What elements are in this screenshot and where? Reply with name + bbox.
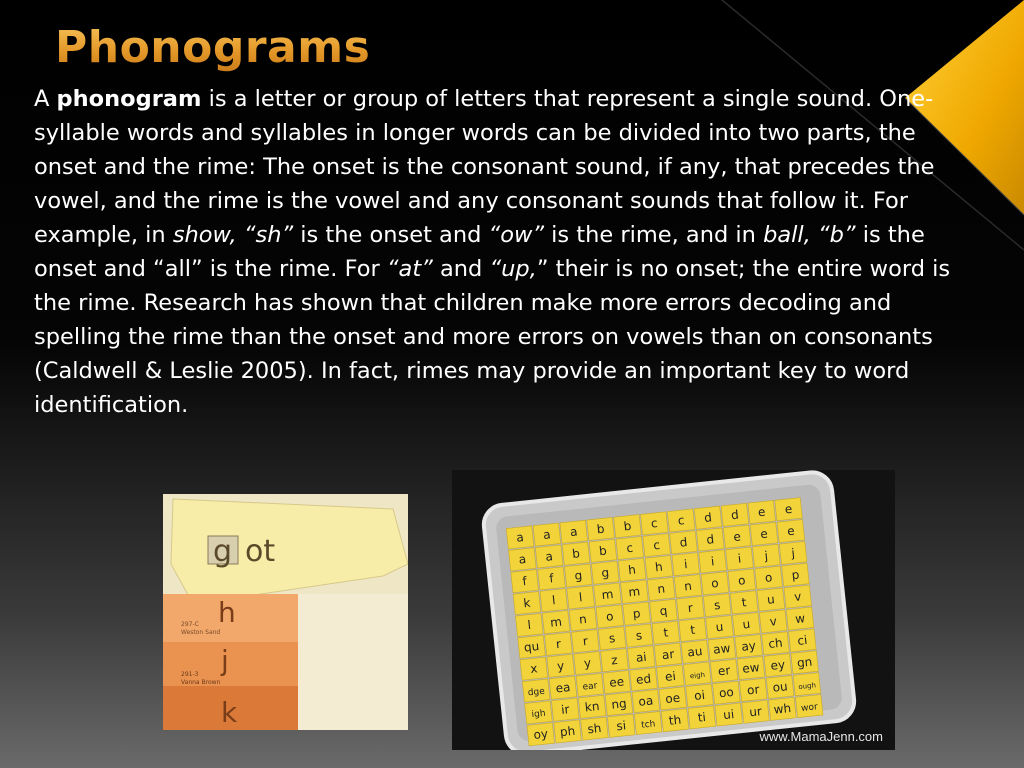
tile-label: ai	[635, 649, 648, 665]
tile-label: f	[548, 571, 555, 586]
tile-label: e	[732, 529, 742, 545]
strip-letter-k: k	[221, 696, 238, 729]
tile-label: o	[605, 609, 615, 624]
italic-example: “ow”	[488, 222, 545, 248]
tile-label: oa	[637, 693, 654, 709]
tile-label: e	[784, 501, 793, 517]
text-run: A	[34, 86, 57, 112]
tile-label: f	[521, 573, 528, 589]
tile-label: d	[730, 507, 740, 523]
tile-label: gn	[796, 654, 813, 671]
tile-label: ti	[697, 710, 707, 725]
tile-label: dge	[527, 686, 546, 699]
tile-label: e	[757, 504, 767, 520]
tile-label: l	[578, 590, 584, 605]
swatch-code: 291-3	[181, 671, 199, 678]
tile-label: t	[662, 625, 669, 640]
tile-label: a	[544, 549, 554, 564]
photo-watermark: www.MamaJenn.com	[759, 729, 883, 744]
tile-label: j	[763, 548, 769, 563]
tile-label: g	[573, 568, 583, 583]
italic-example: show, “sh”	[172, 222, 294, 248]
tile-label: v	[768, 614, 778, 629]
tile-label: ci	[796, 632, 809, 648]
tile-label: ng	[610, 696, 628, 712]
tile-label: ed	[635, 671, 652, 688]
phonogram-cards-graphic	[163, 494, 408, 730]
tile-label: l	[526, 617, 532, 633]
tile-label: s	[635, 628, 643, 643]
tile-label: u	[766, 592, 776, 607]
tile-label: i	[683, 557, 689, 572]
tile-label: m	[627, 584, 641, 600]
bold-term: phonogram	[56, 86, 202, 112]
tile-label: s	[713, 597, 722, 613]
body-paragraph	[34, 82, 979, 422]
tile-label: ph	[559, 723, 576, 740]
tile-label: or	[746, 682, 761, 698]
tile-label: h	[627, 562, 637, 578]
tile-label: sh	[586, 720, 603, 737]
tile-label: oe	[664, 690, 681, 707]
tile-label: ou	[771, 679, 789, 695]
tile-label: u	[714, 619, 725, 635]
tile-label: n	[578, 611, 588, 627]
text-run: ” their is no onset; the entire word is the rime. Research has shown that children make more errors decoding and spelling the rime than the onset and more errors on vowels than on consonants (Caldwell & Leslie 2005). In fact, rimes may provide an important key to word identification.	[34, 256, 951, 418]
tile-label: th	[668, 712, 682, 728]
tile-label: y	[583, 655, 592, 671]
phonogram-tiles-photo	[452, 470, 895, 750]
tile-label: c	[650, 515, 659, 531]
tile-label: o	[764, 570, 773, 585]
tile-label: oo	[718, 684, 735, 701]
card-rime-letters: ot	[245, 534, 276, 569]
tile-label: i	[710, 554, 715, 569]
tile-label: r	[582, 633, 589, 649]
tile-label: a	[542, 527, 552, 542]
text-run: is the onset and	[293, 222, 489, 248]
tile-label: e	[786, 523, 796, 539]
tile-label: o	[737, 573, 747, 588]
tile-label: j	[790, 545, 796, 561]
text-run: is a letter or group of letters that represent a single sound. One-syllable words and syllables in longer words can be divided into two parts, the onset and the rime: The onset is the consonant sound, if any, that precedes the vowel, and the rime is the vowel and any consonant sounds that follow it. For example, in	[34, 86, 935, 248]
tile-label: ay	[740, 638, 757, 654]
tile-label: eigh	[689, 670, 706, 681]
tile-label: k	[522, 595, 532, 611]
tile-label: igh	[531, 708, 547, 721]
tile-label: e	[759, 526, 769, 542]
tile-label: oi	[693, 687, 706, 704]
tile-label: ei	[664, 668, 677, 684]
tile-label: ear	[582, 681, 598, 693]
tile-label: oy	[532, 726, 549, 743]
tile-label: w	[794, 611, 806, 627]
tile-label: p	[632, 606, 642, 621]
card-onset-letter: g	[213, 534, 233, 569]
tile-label: m	[600, 587, 615, 603]
tile-label: er	[717, 663, 731, 679]
tile-label: d	[678, 534, 688, 550]
tile-label: c	[625, 540, 634, 556]
tile-label: d	[703, 510, 713, 526]
tile-label: r	[555, 636, 562, 652]
tile-label: au	[686, 644, 704, 660]
text-run: is the onset and “all” is the rime. For	[34, 222, 925, 282]
tile-label: t	[740, 595, 748, 610]
strip-letter-j: j	[221, 644, 229, 677]
tile-label: ey	[769, 657, 786, 673]
tile-label: i	[737, 551, 742, 566]
tile-label: m	[549, 614, 563, 630]
tile-label: c	[677, 513, 686, 528]
tile-label: ough	[797, 681, 817, 692]
tile-label: n	[683, 578, 693, 594]
tile-label: g	[600, 565, 610, 581]
tile-label: r	[687, 600, 694, 616]
italic-example: ball, “b”	[763, 222, 856, 248]
italic-example: “at”	[386, 256, 433, 282]
tile-label: l	[551, 593, 557, 608]
tile-label: b	[571, 546, 581, 562]
tile-label: ea	[554, 680, 572, 696]
tile-label: qu	[523, 639, 540, 655]
tile-label: kn	[584, 699, 601, 715]
tile-label: s	[608, 631, 616, 646]
tile-label: q	[658, 603, 669, 619]
tile-tray-graphic	[452, 470, 895, 750]
tile-label: p	[790, 567, 800, 583]
tile-label: x	[529, 661, 539, 677]
strip-letter-h: h	[218, 596, 236, 629]
tile-label: ew	[741, 660, 761, 676]
tile-label: ch	[767, 635, 784, 651]
tile-label: y	[556, 658, 565, 674]
slide-title: Phonograms	[55, 22, 371, 73]
text-run: and	[432, 256, 490, 282]
tile-label: ir	[560, 702, 571, 718]
tile-label: b	[598, 543, 608, 559]
tile-label: wor	[800, 702, 819, 714]
text-run: is the rime, and in	[544, 222, 764, 248]
swatch-name: Weston Sand	[181, 629, 221, 636]
phonogram-cards-photo	[163, 494, 408, 730]
swatch-code: 297-C	[181, 621, 199, 628]
tile-label: ui	[722, 707, 735, 723]
tile-label: si	[615, 718, 627, 734]
tile-label: ur	[748, 704, 763, 720]
tile-label: ee	[608, 674, 625, 690]
tile-label: ar	[661, 646, 675, 663]
tile-label: c	[652, 537, 661, 553]
tile-label: a	[517, 551, 527, 567]
tile-label: a	[569, 524, 579, 540]
tile-label: tch	[640, 719, 656, 731]
tile-label: t	[689, 622, 696, 638]
tile-label: b	[622, 518, 632, 534]
tile-label: wh	[773, 701, 792, 717]
tile-label: z	[610, 652, 619, 668]
tile-label: h	[654, 559, 664, 575]
tile-label: aw	[712, 641, 732, 657]
swatch-name: Vanna Brown	[181, 679, 221, 686]
tile-label: u	[741, 616, 751, 632]
tile-label: d	[705, 532, 715, 547]
tile-label: v	[793, 589, 803, 605]
tile-label: o	[710, 575, 720, 591]
tile-label: b	[596, 521, 606, 537]
italic-example: “up,	[489, 256, 537, 282]
tile-label: n	[656, 581, 666, 597]
tile-label: a	[515, 530, 525, 545]
